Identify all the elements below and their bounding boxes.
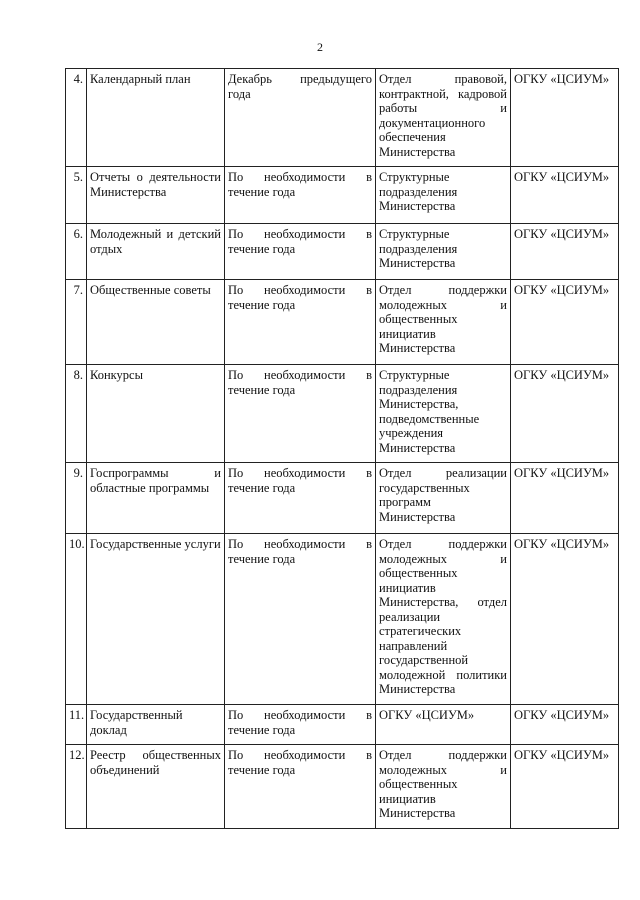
row-name: Госпрограммы и областные программы xyxy=(87,463,225,534)
row-responsible: Отдел правовой, контрактной, кадровой работы и документационного обеспечения Министерства xyxy=(376,69,511,167)
row-number: 11. xyxy=(66,705,87,745)
row-responsible: Отдел поддержки молодежных и общественных инициатив Министерства xyxy=(376,280,511,365)
row-executor: ОГКУ «ЦСИУМ» xyxy=(511,167,619,224)
row-responsible: Структурные подразделения Министерства xyxy=(376,167,511,224)
row-number: 6. xyxy=(66,224,87,280)
table-row xyxy=(66,745,619,829)
row-period: По необходимости в течение года xyxy=(225,705,376,745)
row-period: По необходимости в течение года xyxy=(225,167,376,224)
table-row xyxy=(66,69,619,167)
row-executor: ОГКУ «ЦСИУМ» xyxy=(511,224,619,280)
row-period: По необходимости в течение года xyxy=(225,280,376,365)
row-responsible: ОГКУ «ЦСИУМ» xyxy=(376,705,511,745)
row-period: По необходимости в течение года xyxy=(225,745,376,829)
row-name: Отчеты о деятельности Министерства xyxy=(87,167,225,224)
row-name: Государственные услуги xyxy=(87,534,225,705)
row-responsible: Структурные подразделения Министерства xyxy=(376,224,511,280)
row-number: 8. xyxy=(66,365,87,463)
row-executor: ОГКУ «ЦСИУМ» xyxy=(511,365,619,463)
page-number: 2 xyxy=(317,40,323,54)
row-responsible: Отдел поддержки молодежных и общественных инициатив Министерства, отдел реализации стратегических направлений государственной молодежной политики Министерства xyxy=(376,534,511,705)
row-name: Конкурсы xyxy=(87,365,225,463)
row-executor: ОГКУ «ЦСИУМ» xyxy=(511,705,619,745)
row-responsible: Отдел поддержки молодежных и общественных инициатив Министерства xyxy=(376,745,511,829)
row-executor: ОГКУ «ЦСИУМ» xyxy=(511,534,619,705)
plan-table xyxy=(65,68,619,829)
row-period: По необходимости в течение года xyxy=(225,463,376,534)
row-name: Государственный доклад xyxy=(87,705,225,745)
row-executor: ОГКУ «ЦСИУМ» xyxy=(511,745,619,829)
row-number: 10. xyxy=(66,534,87,705)
table-row xyxy=(66,534,619,705)
row-executor: ОГКУ «ЦСИУМ» xyxy=(511,463,619,534)
table-row xyxy=(66,705,619,745)
row-name: Молодежный и детский отдых xyxy=(87,224,225,280)
table-row xyxy=(66,365,619,463)
table-row xyxy=(66,224,619,280)
row-executor: ОГКУ «ЦСИУМ» xyxy=(511,280,619,365)
row-period: По необходимости в течение года xyxy=(225,534,376,705)
row-period: По необходимости в течение года xyxy=(225,224,376,280)
table-row xyxy=(66,167,619,224)
row-name: Календарный план xyxy=(87,69,225,167)
row-responsible: Отдел реализации государственных программ Министерства xyxy=(376,463,511,534)
row-period: Декабрь предыдущего года xyxy=(225,69,376,167)
row-number: 4. xyxy=(66,69,87,167)
row-executor: ОГКУ «ЦСИУМ» xyxy=(511,69,619,167)
row-name: Реестр общественных объединений xyxy=(87,745,225,829)
row-number: 12. xyxy=(66,745,87,829)
row-number: 5. xyxy=(66,167,87,224)
row-number: 9. xyxy=(66,463,87,534)
table-row xyxy=(66,280,619,365)
row-name: Общественные советы xyxy=(87,280,225,365)
row-number: 7. xyxy=(66,280,87,365)
row-period: По необходимости в течение года xyxy=(225,365,376,463)
table-row xyxy=(66,463,619,534)
row-responsible: Структурные подразделения Министерства, подведомственные учреждения Министерства xyxy=(376,365,511,463)
